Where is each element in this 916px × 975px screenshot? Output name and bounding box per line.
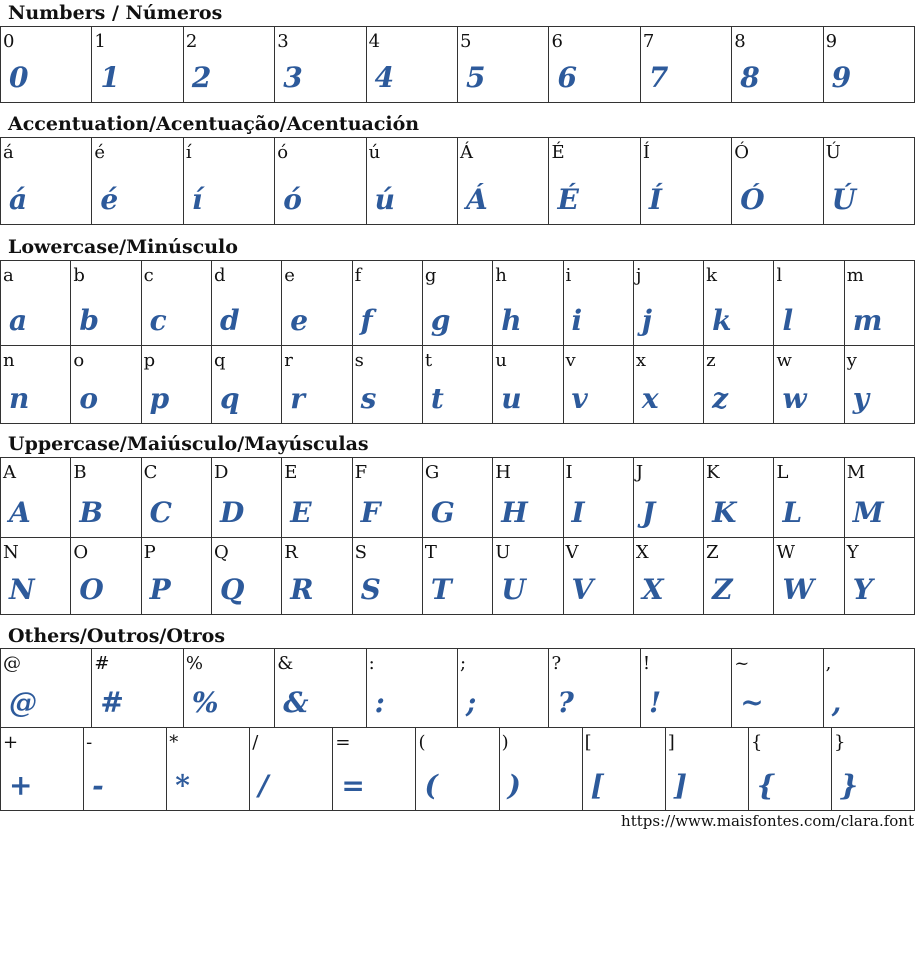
char-label: h (495, 265, 507, 286)
char-glyph-sample: E (290, 496, 311, 529)
char-label: : (368, 653, 375, 674)
char-label: u (495, 350, 507, 371)
char-glyph-sample: % (191, 686, 218, 719)
char-glyph-sample: Z (712, 573, 732, 606)
char-label: = (335, 732, 351, 753)
char-glyph-sample: Ú (831, 183, 856, 216)
section-title-others: Others/Outros/Otros (8, 625, 226, 647)
char-glyph-sample: = (341, 769, 364, 802)
char-glyph-sample: h (501, 304, 521, 337)
char-glyph-sample: } (839, 769, 857, 802)
char-glyph-sample: U (501, 573, 525, 606)
glyph-cell (212, 261, 282, 346)
glyph-cell (250, 728, 333, 811)
glyph-cell (423, 458, 493, 538)
char-glyph-sample: c (149, 304, 166, 337)
glyph-cell (774, 458, 844, 538)
char-glyph-sample: r (290, 382, 305, 415)
char-label: y (846, 350, 857, 371)
char-glyph-sample: / (258, 769, 268, 802)
glyph-cell (275, 649, 366, 728)
glyph-cell (423, 261, 493, 346)
char-label: 9 (825, 31, 838, 52)
char-label: Ó (734, 142, 750, 163)
char-glyph-sample: V (571, 573, 593, 606)
char-label: U (495, 542, 511, 563)
char-glyph-sample: 0 (9, 61, 28, 94)
char-glyph-sample: 7 (648, 61, 668, 94)
char-label: I (565, 462, 573, 483)
char-glyph-sample: R (290, 573, 313, 606)
char-glyph-sample: 9 (831, 61, 851, 94)
char-label: * (169, 732, 179, 753)
char-glyph-sample: e (290, 304, 308, 337)
glyph-cell (493, 538, 563, 615)
glyph-cell (824, 27, 915, 103)
glyph-cell (71, 458, 141, 538)
char-label: C (143, 462, 158, 483)
char-glyph-sample: H (501, 496, 527, 529)
glyph-cell (212, 538, 282, 615)
char-glyph-sample: ( (424, 769, 437, 802)
glyph-cell (84, 728, 167, 811)
glyph-row (0, 346, 915, 424)
glyph-cell (641, 138, 732, 225)
glyph-cell (493, 458, 563, 538)
char-label: e (284, 265, 295, 286)
char-label: q (213, 350, 226, 371)
char-glyph-sample: : (374, 686, 384, 719)
glyph-cell (493, 346, 563, 424)
glyph-cell (367, 27, 458, 103)
glyph-cell (845, 346, 915, 424)
glyph-cell (282, 458, 352, 538)
char-label: } (833, 732, 846, 753)
glyph-cell (416, 728, 499, 811)
glyph-cell (367, 649, 458, 728)
glyph-cell (549, 138, 640, 225)
char-glyph-sample: @ (9, 686, 36, 719)
char-glyph-sample: É (557, 183, 578, 216)
char-glyph-sample: w (782, 382, 806, 415)
section-title-accents: Accentuation/Acentuação/Acentuación (8, 113, 420, 135)
char-label: Í (642, 142, 650, 163)
char-label: { (750, 732, 763, 753)
glyph-row (0, 458, 915, 538)
glyph-cell (184, 649, 275, 728)
char-glyph-sample: B (79, 496, 102, 529)
char-glyph-sample: { (756, 769, 774, 802)
char-glyph-sample: D (219, 496, 244, 529)
glyph-cell (92, 138, 183, 225)
char-label: W (776, 542, 795, 563)
glyph-row (0, 538, 915, 615)
char-glyph-sample: + (9, 769, 32, 802)
char-label: [ (584, 732, 592, 753)
glyph-cell (634, 346, 704, 424)
char-label: 6 (551, 31, 563, 52)
char-label: @ (3, 653, 21, 674)
char-glyph-sample: p (149, 382, 169, 415)
char-glyph-sample: M (852, 496, 883, 529)
glyph-cell (641, 27, 732, 103)
glyph-cell (493, 261, 563, 346)
char-label: S (354, 542, 367, 563)
glyph-cell (142, 538, 212, 615)
glyph-cell (634, 261, 704, 346)
char-glyph-sample: ] (673, 769, 686, 802)
glyph-cell (500, 728, 583, 811)
others-grid (0, 648, 915, 811)
glyph-cell (549, 649, 640, 728)
char-glyph-sample: O (79, 573, 103, 606)
char-glyph-sample: Y (852, 573, 872, 606)
char-glyph-sample: C (149, 496, 171, 529)
char-glyph-sample: ~ (740, 686, 763, 719)
char-label: + (3, 732, 19, 753)
glyph-cell (353, 458, 423, 538)
char-glyph-sample: , (831, 686, 841, 719)
glyph-cell (845, 261, 915, 346)
char-label: R (284, 542, 298, 563)
char-glyph-sample: ú (374, 183, 394, 216)
char-label: i (565, 265, 572, 286)
char-label: % (185, 653, 203, 674)
char-label: L (776, 462, 789, 483)
glyph-cell (142, 458, 212, 538)
glyph-cell (704, 261, 774, 346)
char-label: á (3, 142, 14, 163)
char-label: , (825, 653, 832, 674)
char-label: F (354, 462, 368, 483)
char-glyph-sample: q (219, 382, 239, 415)
section-title-lowercase: Lowercase/Minúsculo (8, 236, 238, 258)
char-glyph-sample: Ó (740, 183, 764, 216)
char-label: 2 (185, 31, 198, 52)
glyph-cell (1, 728, 84, 811)
char-glyph-sample: A (9, 496, 30, 529)
glyph-cell (92, 27, 183, 103)
glyph-cell (832, 728, 915, 811)
char-label: z (706, 350, 716, 371)
char-label: B (73, 462, 87, 483)
char-label: 8 (734, 31, 746, 52)
char-glyph-sample: f (360, 304, 372, 337)
glyph-cell (353, 346, 423, 424)
char-label: 1 (94, 31, 106, 52)
glyph-cell (458, 27, 549, 103)
char-glyph-sample: j (641, 304, 651, 337)
char-label: D (213, 462, 229, 483)
glyph-cell (184, 138, 275, 225)
glyph-cell (704, 458, 774, 538)
glyph-cell (774, 261, 844, 346)
char-label: x (635, 350, 646, 371)
char-glyph-sample: 2 (191, 61, 211, 94)
glyph-cell (282, 538, 352, 615)
char-label: 5 (460, 31, 472, 52)
glyph-cell (732, 27, 823, 103)
char-glyph-sample: o (79, 382, 97, 415)
char-label: Ú (825, 142, 841, 163)
char-glyph-sample: b (79, 304, 98, 337)
char-label: - (86, 732, 93, 753)
glyph-cell (423, 346, 493, 424)
glyph-cell (71, 261, 141, 346)
char-label: ) (501, 732, 509, 753)
char-label: P (143, 542, 156, 563)
char-glyph-sample: k (712, 304, 731, 337)
char-glyph-sample: 8 (740, 61, 759, 94)
char-glyph-sample: Á (466, 183, 487, 216)
char-label: j (635, 265, 642, 286)
char-glyph-sample: s (360, 382, 376, 415)
char-label: N (3, 542, 19, 563)
glyph-cell (824, 138, 915, 225)
glyph-cell (353, 261, 423, 346)
char-label: É (551, 142, 565, 163)
char-label: ! (642, 653, 651, 674)
char-label: O (73, 542, 89, 563)
glyph-cell (634, 538, 704, 615)
char-label: é (94, 142, 106, 163)
glyph-cell (71, 538, 141, 615)
accents-grid (0, 137, 915, 225)
char-glyph-sample: 3 (283, 61, 302, 94)
glyph-cell (824, 649, 915, 728)
char-glyph-sample: 1 (100, 61, 119, 94)
char-glyph-sample: x (641, 382, 658, 415)
char-label: / (252, 732, 259, 753)
char-label: Z (706, 542, 719, 563)
section-title-numbers: Numbers / Números (8, 2, 223, 24)
char-label: A (3, 462, 16, 483)
glyph-cell (275, 27, 366, 103)
char-label: ú (368, 142, 381, 163)
char-label: V (565, 542, 579, 563)
glyph-cell (845, 458, 915, 538)
lowercase-grid (0, 260, 915, 424)
glyph-cell (845, 538, 915, 615)
glyph-cell (212, 458, 282, 538)
glyph-row (0, 27, 915, 103)
char-glyph-sample: 5 (466, 61, 485, 94)
char-label: ( (418, 732, 426, 753)
char-label: n (3, 350, 15, 371)
char-glyph-sample: ) (507, 769, 520, 802)
char-glyph-sample: N (9, 573, 34, 606)
char-glyph-sample: a (9, 304, 27, 337)
glyph-cell (282, 346, 352, 424)
glyph-cell (641, 649, 732, 728)
char-label: 7 (642, 31, 655, 52)
numbers-grid (0, 26, 915, 103)
char-glyph-sample: í (191, 183, 202, 216)
glyph-cell (1, 649, 92, 728)
char-glyph-sample: X (641, 573, 663, 606)
char-label: w (776, 350, 792, 371)
char-label: ; (460, 653, 467, 674)
char-label: r (284, 350, 293, 371)
char-glyph-sample: S (360, 573, 380, 606)
char-label: & (277, 653, 294, 674)
char-glyph-sample: 6 (557, 61, 576, 94)
glyph-cell (704, 538, 774, 615)
glyph-cell (634, 458, 704, 538)
glyph-cell (774, 346, 844, 424)
char-glyph-sample: Í (648, 183, 661, 216)
char-glyph-sample: v (571, 382, 587, 415)
char-glyph-sample: I (571, 496, 584, 529)
char-glyph-sample: K (712, 496, 736, 529)
glyph-cell (184, 27, 275, 103)
char-glyph-sample: # (100, 686, 123, 719)
glyph-cell (1, 346, 71, 424)
char-glyph-sample: ; (466, 686, 476, 719)
char-glyph-sample: L (782, 496, 802, 529)
char-glyph-sample: d (219, 304, 239, 337)
char-label: f (354, 265, 362, 286)
glyph-cell (749, 728, 832, 811)
glyph-cell (549, 27, 640, 103)
char-label: ] (667, 732, 675, 753)
char-glyph-sample: t (430, 382, 443, 415)
glyph-cell (282, 261, 352, 346)
char-glyph-sample: W (782, 573, 813, 606)
char-glyph-sample: - (92, 769, 103, 802)
glyph-cell (423, 538, 493, 615)
char-glyph-sample: i (571, 304, 582, 337)
char-glyph-sample: ! (648, 686, 661, 719)
char-glyph-sample: 4 (374, 61, 394, 94)
glyph-cell (564, 261, 634, 346)
char-label: E (284, 462, 298, 483)
char-glyph-sample: ? (557, 686, 573, 719)
char-label: t (424, 350, 433, 371)
char-label: K (706, 462, 720, 483)
glyph-row (0, 261, 915, 346)
char-label: d (213, 265, 226, 286)
char-glyph-sample: ó (283, 183, 301, 216)
char-label: l (776, 265, 783, 286)
char-label: J (635, 462, 644, 483)
glyph-cell (732, 138, 823, 225)
char-glyph-sample: g (430, 304, 450, 337)
char-label: k (706, 265, 718, 286)
char-glyph-sample: T (430, 573, 451, 606)
char-label: m (846, 265, 864, 286)
char-glyph-sample: F (360, 496, 380, 529)
uppercase-grid (0, 457, 915, 615)
glyph-cell (774, 538, 844, 615)
glyph-row (0, 728, 915, 811)
char-label: ? (551, 653, 562, 674)
char-label: v (565, 350, 576, 371)
glyph-row (0, 138, 915, 225)
char-glyph-sample: u (501, 382, 521, 415)
char-label: í (185, 142, 192, 163)
glyph-cell (92, 649, 183, 728)
glyph-cell (458, 649, 549, 728)
glyph-cell (71, 346, 141, 424)
char-label: ó (277, 142, 289, 163)
char-label: a (3, 265, 14, 286)
char-label: c (143, 265, 154, 286)
glyph-cell (1, 261, 71, 346)
glyph-cell (142, 261, 212, 346)
char-label: T (424, 542, 437, 563)
glyph-cell (275, 138, 366, 225)
char-label: 0 (3, 31, 15, 52)
char-label: H (495, 462, 511, 483)
char-glyph-sample: J (641, 496, 655, 529)
char-glyph-sample: y (852, 382, 869, 415)
glyph-cell (564, 538, 634, 615)
char-glyph-sample: l (782, 304, 793, 337)
glyph-cell (704, 346, 774, 424)
glyph-cell (142, 346, 212, 424)
char-label: b (73, 265, 85, 286)
glyph-cell (212, 346, 282, 424)
char-label: M (846, 462, 866, 483)
glyph-cell (564, 458, 634, 538)
glyph-cell (732, 649, 823, 728)
char-label: # (94, 653, 110, 674)
glyph-cell (1, 138, 92, 225)
char-glyph-sample: G (430, 496, 454, 529)
char-glyph-sample: Q (219, 573, 244, 606)
glyph-cell (1, 458, 71, 538)
char-label: Á (460, 142, 474, 163)
char-glyph-sample: [ (590, 769, 603, 802)
char-glyph-sample: P (149, 573, 170, 606)
char-glyph-sample: m (852, 304, 882, 337)
section-title-uppercase: Uppercase/Maiúsculo/Mayúsculas (8, 433, 369, 455)
glyph-cell (564, 346, 634, 424)
glyph-cell (666, 728, 749, 811)
char-label: Y (846, 542, 859, 563)
glyph-row (0, 649, 915, 728)
char-label: s (354, 350, 364, 371)
char-glyph-sample: á (9, 183, 27, 216)
char-glyph-sample: z (712, 382, 728, 415)
char-label: g (424, 265, 437, 286)
char-label: G (424, 462, 440, 483)
glyph-cell (353, 538, 423, 615)
char-glyph-sample: n (9, 382, 29, 415)
char-label: Q (213, 542, 229, 563)
glyph-cell (167, 728, 250, 811)
glyph-cell (583, 728, 666, 811)
char-label: 3 (277, 31, 289, 52)
source-url: https://www.maisfontes.com/clara.font (621, 812, 914, 830)
char-glyph-sample: é (100, 183, 118, 216)
glyph-cell (367, 138, 458, 225)
char-glyph-sample: * (175, 769, 189, 802)
glyph-cell (458, 138, 549, 225)
char-label: o (73, 350, 85, 371)
glyph-cell (1, 27, 92, 103)
char-label: p (143, 350, 156, 371)
char-label: 4 (368, 31, 381, 52)
glyph-cell (1, 538, 71, 615)
char-label: X (635, 542, 649, 563)
glyph-cell (333, 728, 416, 811)
char-label: ~ (734, 653, 750, 674)
char-glyph-sample: & (283, 686, 308, 719)
